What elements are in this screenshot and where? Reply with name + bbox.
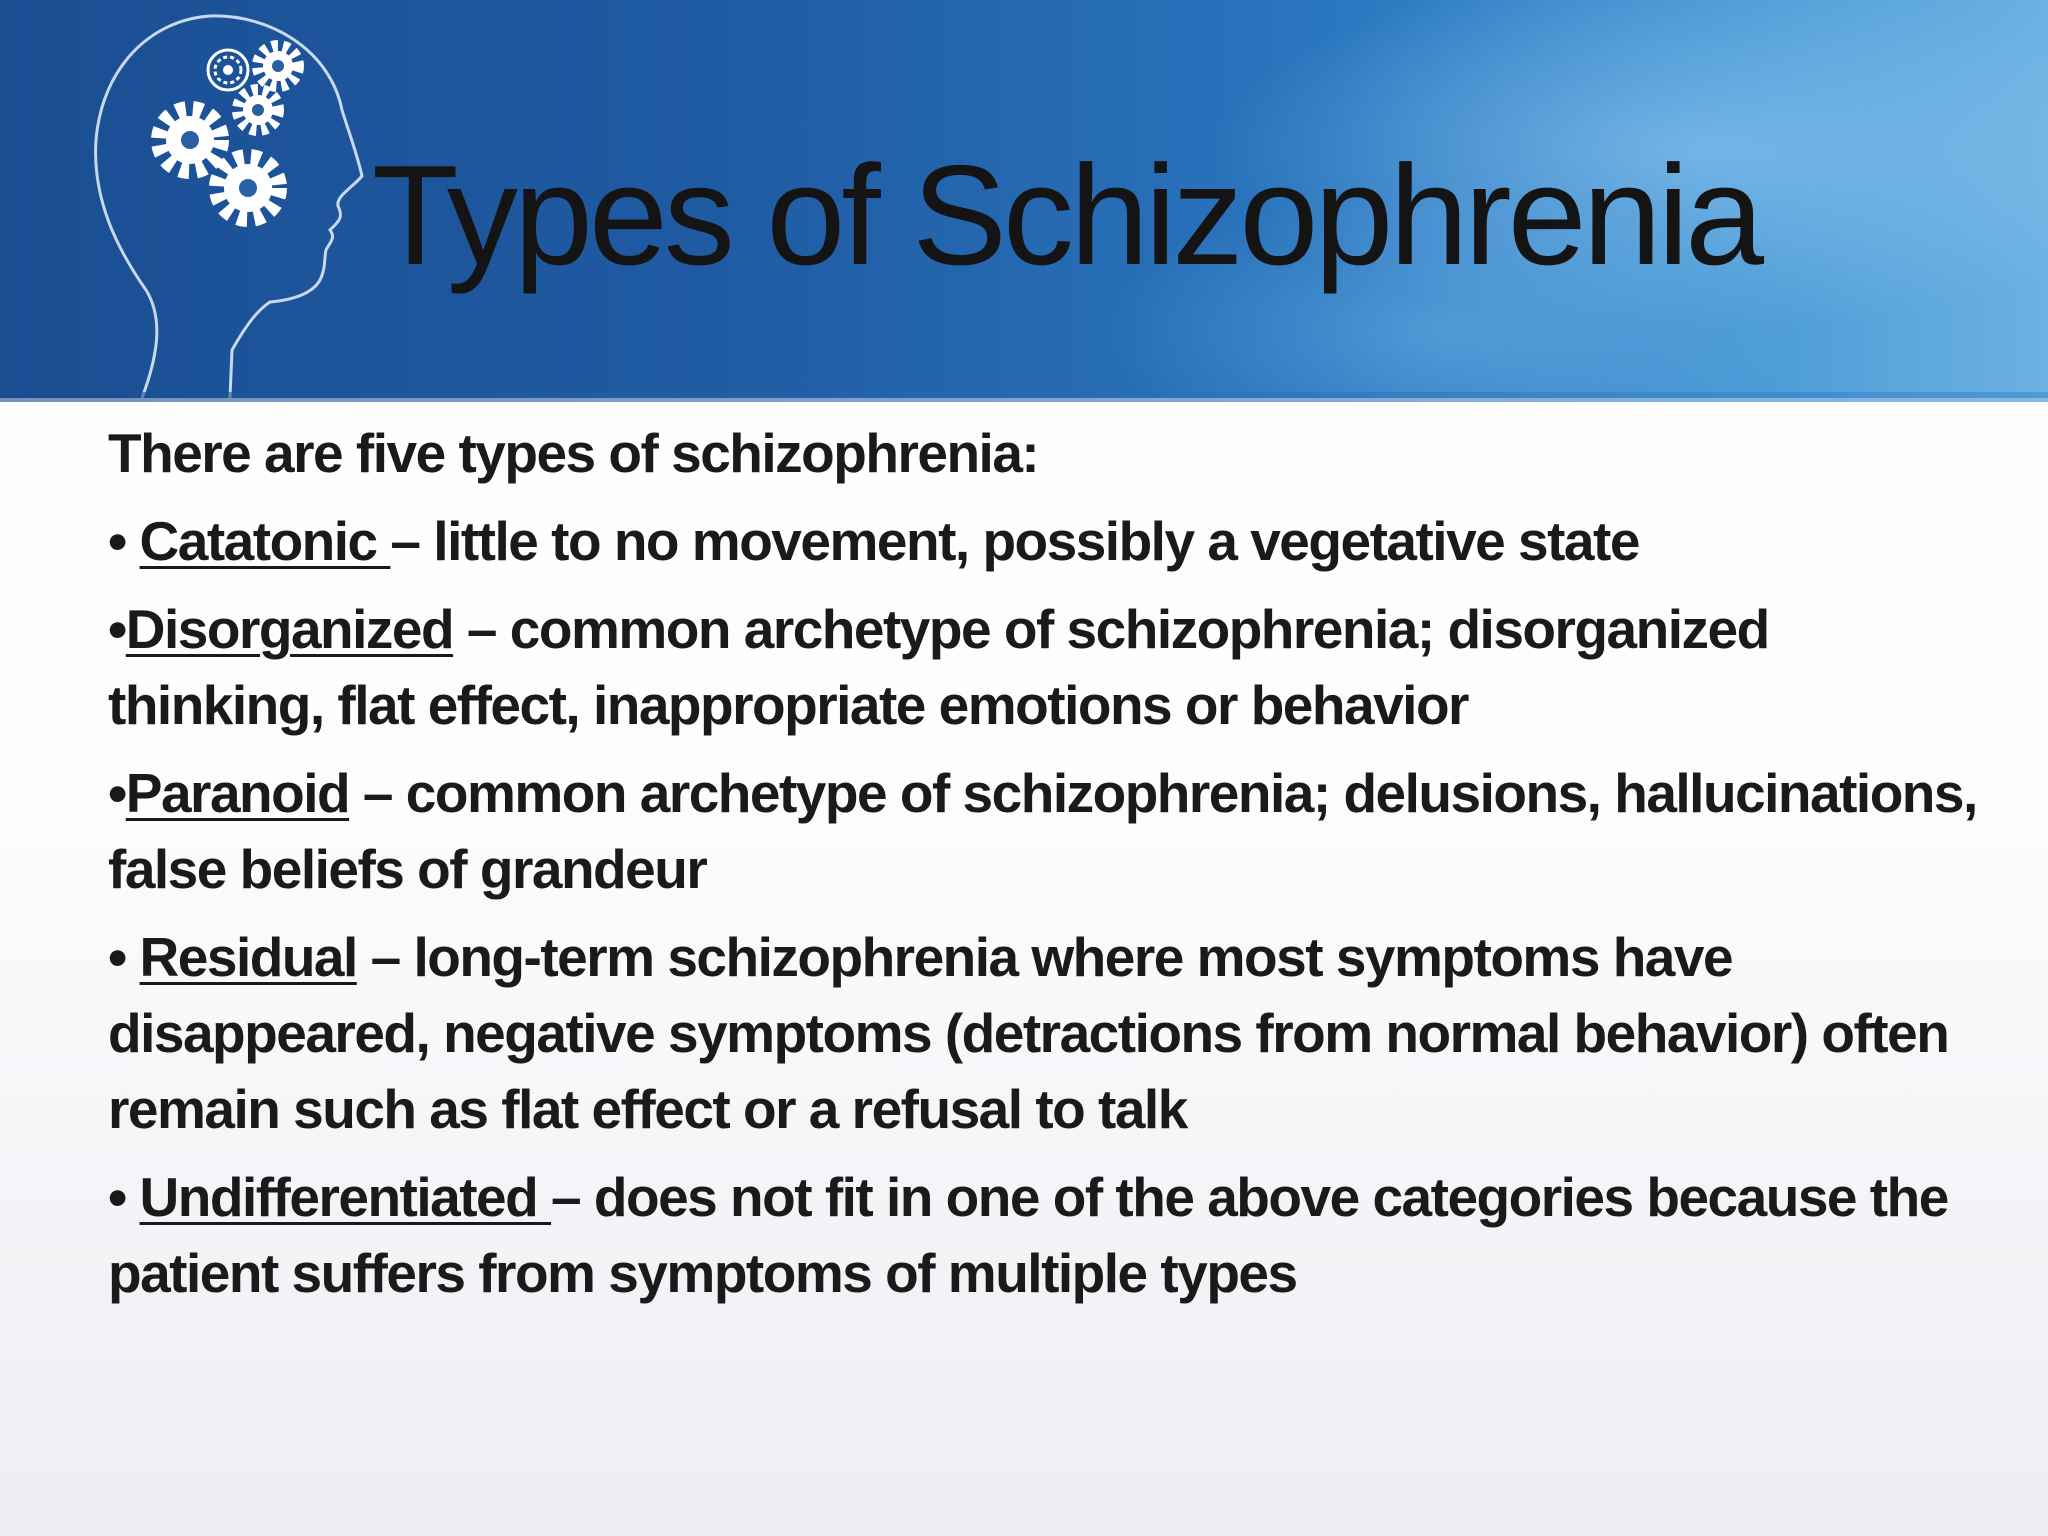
list-item-catatonic <box>108 503 1988 579</box>
term-catatonic: Catatonic <box>139 510 391 572</box>
term-disorganized: Disorganized <box>125 598 454 660</box>
list-item-undifferentiated <box>108 1159 1988 1311</box>
header-banner <box>0 0 2048 398</box>
bullet: • <box>108 1166 140 1228</box>
term-paranoid: Paranoid <box>125 762 350 824</box>
term-residual: Residual <box>139 926 357 988</box>
list-item-residual <box>108 919 1988 1147</box>
description-residual: – long-term schizophrenia where most symptoms have disappeared, negative symptoms (detractions from normal behavior) often remain such as flat effect or a refusal to talk <box>108 926 1949 1140</box>
description-undifferentiated: – does not fit in one of the above categories because the patient suffers from symptoms of multiple types <box>108 1166 1948 1304</box>
term-undifferentiated: Undifferentiated <box>139 1166 552 1228</box>
description-paranoid: – common archetype of schizophrenia; delusions, hallucinations, false beliefs of grandeur <box>108 762 1977 900</box>
bullet: • <box>108 926 140 988</box>
list-item-paranoid <box>108 755 1988 907</box>
list-item-disorganized <box>108 591 1988 743</box>
bullet: • <box>108 598 126 660</box>
description-catatonic: – little to no movement, possibly a vegetative state <box>390 510 1639 572</box>
bullet: • <box>108 762 126 824</box>
slide-title: Types of Schizophrenia <box>372 136 1761 295</box>
intro-text: There are five types of schizophrenia: <box>108 422 1039 484</box>
description-disorganized: – common archetype of schizophrenia; disorganized thinking, flat effect, inappropriate emotions or behavior <box>108 598 1769 736</box>
bullet: • <box>108 510 140 572</box>
head-with-gears-icon <box>80 10 420 398</box>
slide-body <box>108 415 1988 1323</box>
header-divider <box>0 392 2048 402</box>
